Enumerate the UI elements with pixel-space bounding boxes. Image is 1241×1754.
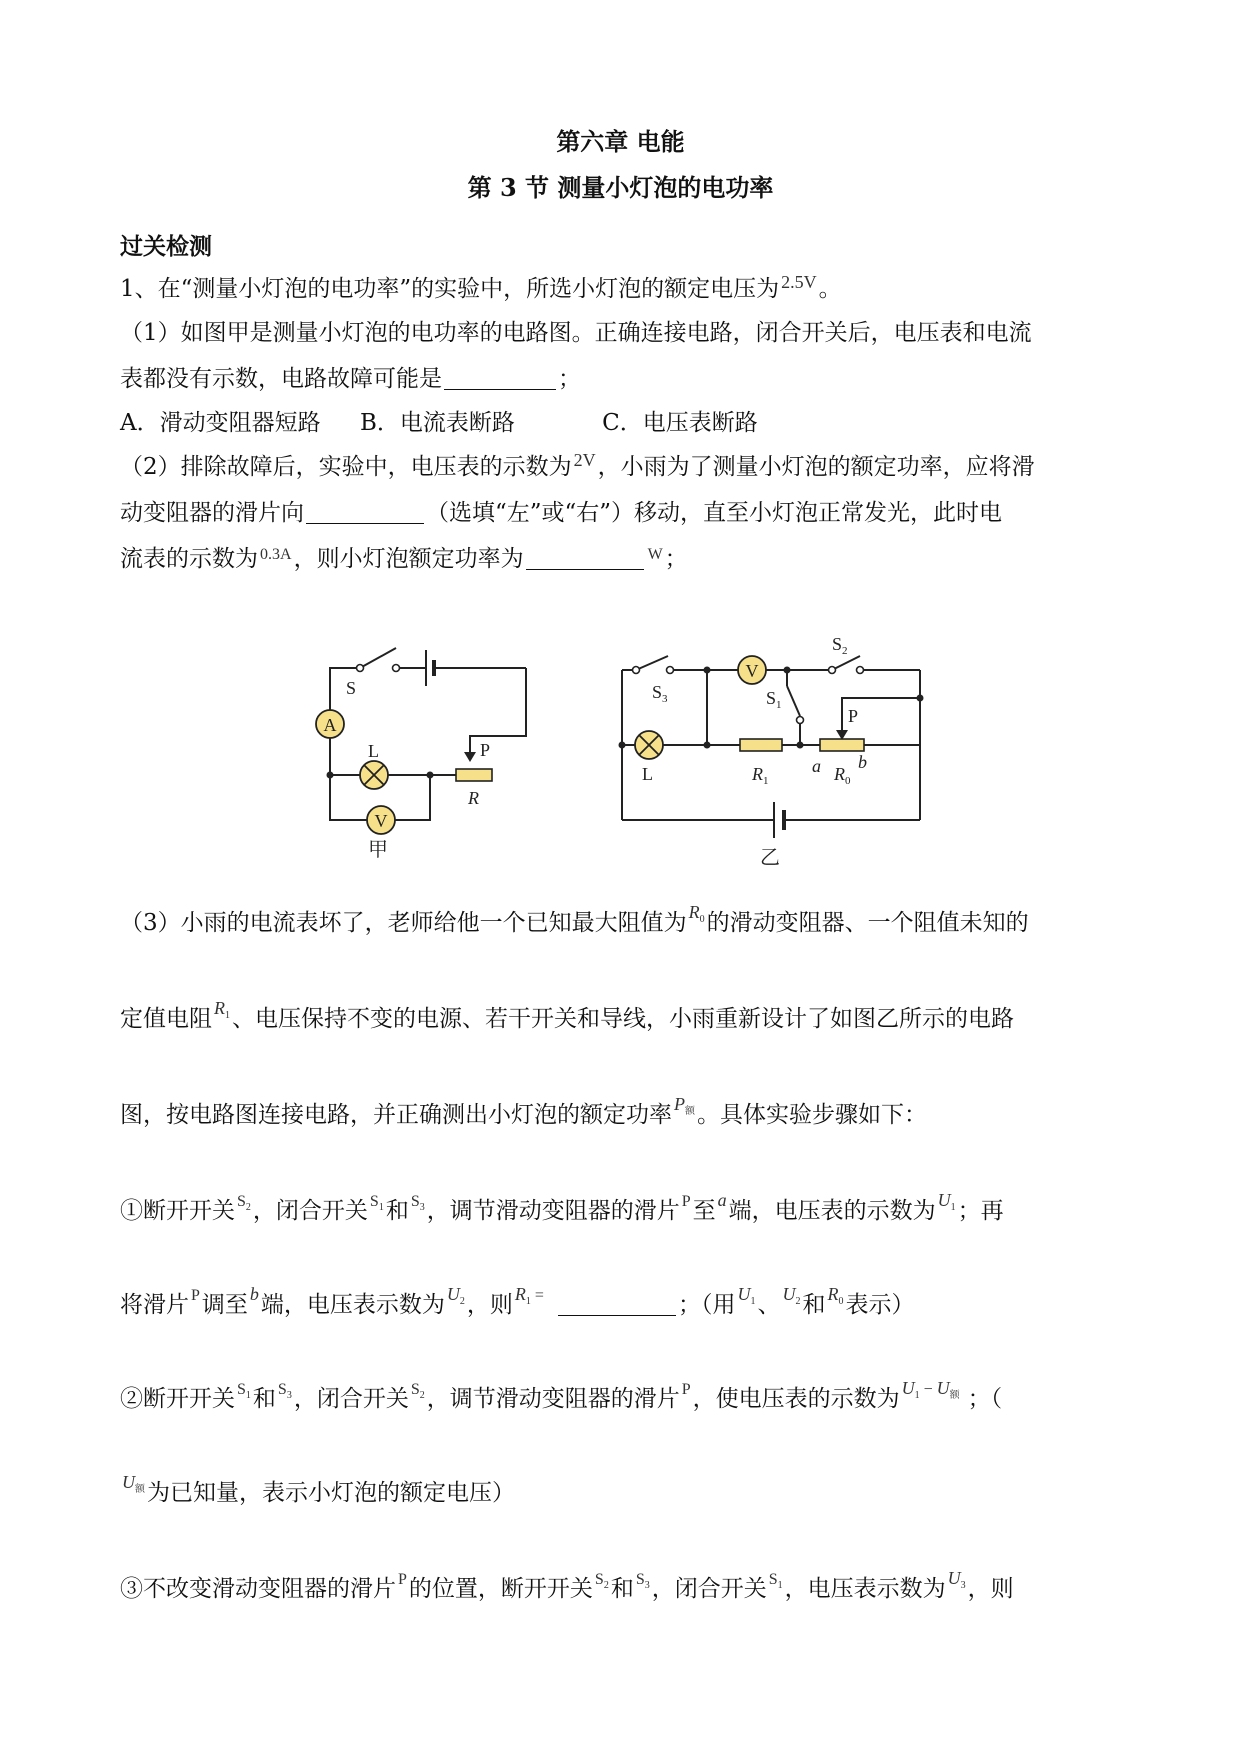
step1-line2: 将滑片 $^P$调至 $^b$端，电压表示数为 $^{U_2}$，则 $^{R_1 =}$ ；（用 $^{U_1}$、 $^{U_2}$和 $^{R_0}$表示） xyxy=(120,1284,915,1318)
svg-text:P: P xyxy=(848,706,859,726)
svg-text:R0: $R_0$ xyxy=(834,764,851,787)
slider-arrow xyxy=(464,752,476,762)
q1-p3-line2: 定值电阻 $^{R_1}$、电压保持不变的电源、若干开关和导线，小雨重新设计了如图乙所示的电路 xyxy=(120,998,1014,1032)
svg-text:R: R xyxy=(468,788,479,808)
svg-text:S: S xyxy=(346,678,357,698)
q1-p3-line3: 图，按电路图连接电路，并正确测出小灯泡的额定功率 $^{P_额}$。具体实验步骤如下： xyxy=(120,1094,927,1128)
svg-text:P: P xyxy=(480,740,491,760)
answer-blank-3[interactable] xyxy=(526,545,644,570)
circuit-yi xyxy=(610,620,940,870)
q1-p2-line1: （2）排除故障后，实验中，电压表的示数为 $^{2V}$，小雨为了测量小灯泡的额定功率，应将滑 xyxy=(120,450,1035,480)
step2-line1: ②断开开关 $^{S_1}$和 $^{S_3}$，闭合开关 $^{S_2}$，调节滑动变阻器的滑片 $^P$，使电压表的示数为 $^{U_1 - U_额}$ ；（ xyxy=(120,1378,1003,1412)
switch-contact-left xyxy=(357,665,364,672)
option-a: A．滑动变阻器短路 xyxy=(120,410,321,436)
svg-text:S3: $S_3$ xyxy=(652,682,668,705)
svg-text:乙: 乙 xyxy=(760,847,780,869)
answer-blank-1[interactable] xyxy=(444,365,556,390)
option-b: B．电流表断路 xyxy=(359,410,515,436)
svg-text:b: b xyxy=(858,752,867,772)
answer-blank-2[interactable] xyxy=(306,499,424,524)
heading-guoguan: 过关检测 xyxy=(120,233,212,260)
svg-text:甲: 甲 xyxy=(368,839,388,860)
switch-contact-right xyxy=(393,665,400,672)
section-title: 第 3 节 测量小灯泡的电功率 xyxy=(467,173,774,202)
rheostat-icon xyxy=(456,769,492,781)
q1-intro: 1、在“测量小灯泡的电功率”的实验中，所选小灯泡的额定电压为 $^{2.5V}$。 xyxy=(120,272,842,302)
q1-p3-line1: （3）小雨的电流表坏了，老师给他一个已知最大阻值为 $^{R_0}$的滑动变阻器、一个阻值未知的 xyxy=(120,902,1029,936)
q1-p1-line1: （1）如图甲是测量小灯泡的电功率的电路图。正确连接电路，闭合开关后，电压表和电流 xyxy=(120,320,1032,346)
svg-text:V: V xyxy=(745,661,759,681)
svg-text:S2: $S_2$ xyxy=(832,634,848,657)
q1-p2-line3: 流表的示数为 $^{0.3A}$，则小灯泡额定功率为 $^W$； xyxy=(120,546,688,572)
svg-text:L: L xyxy=(368,741,379,761)
q1-options xyxy=(120,408,758,438)
q1-p2-line2: 动变阻器的滑片向 （选填“左”或“右”）移动，直至小灯泡正常发光，此时电 xyxy=(120,500,1003,526)
step3-line1: ③不改变滑动变阻器的滑片 $^P$的位置，断开开关 $^{S_2}$和 $^{S_3}$，闭合开关 $^{S_1}$，电压表示数为 $^{U_3}$，则 xyxy=(120,1568,1014,1602)
svg-text:L: L xyxy=(642,764,653,784)
answer-blank-4[interactable] xyxy=(558,1291,676,1316)
step2-line2: $^{U_额}$为已知量，表示小灯泡的额定电压） xyxy=(122,1472,515,1506)
svg-text:A: A xyxy=(323,715,337,735)
svg-text:V: V xyxy=(374,811,388,831)
step1-line1: ①断开开关 $^{S_2}$，闭合开关 $^{S_1}$和 $^{S_3}$，调节滑动变阻器的滑片 $^P$至 $^a$端，电压表的示数为 $^{U_1}$；再 xyxy=(120,1190,1004,1224)
resistor-r1-icon xyxy=(740,739,782,751)
option-c: C．电压表断路 xyxy=(602,410,758,436)
rheostat-r0-icon xyxy=(820,739,864,751)
svg-text:S1: $S_1$ xyxy=(766,688,782,711)
chapter-title: 第六章 电能 xyxy=(556,127,685,156)
svg-text:R1: $R_1$ xyxy=(752,764,769,787)
svg-text:a: a xyxy=(812,756,821,776)
circuit-jia xyxy=(300,620,560,860)
q1-p1-line2: 表都没有示数，电路故障可能是 ； xyxy=(120,366,581,392)
